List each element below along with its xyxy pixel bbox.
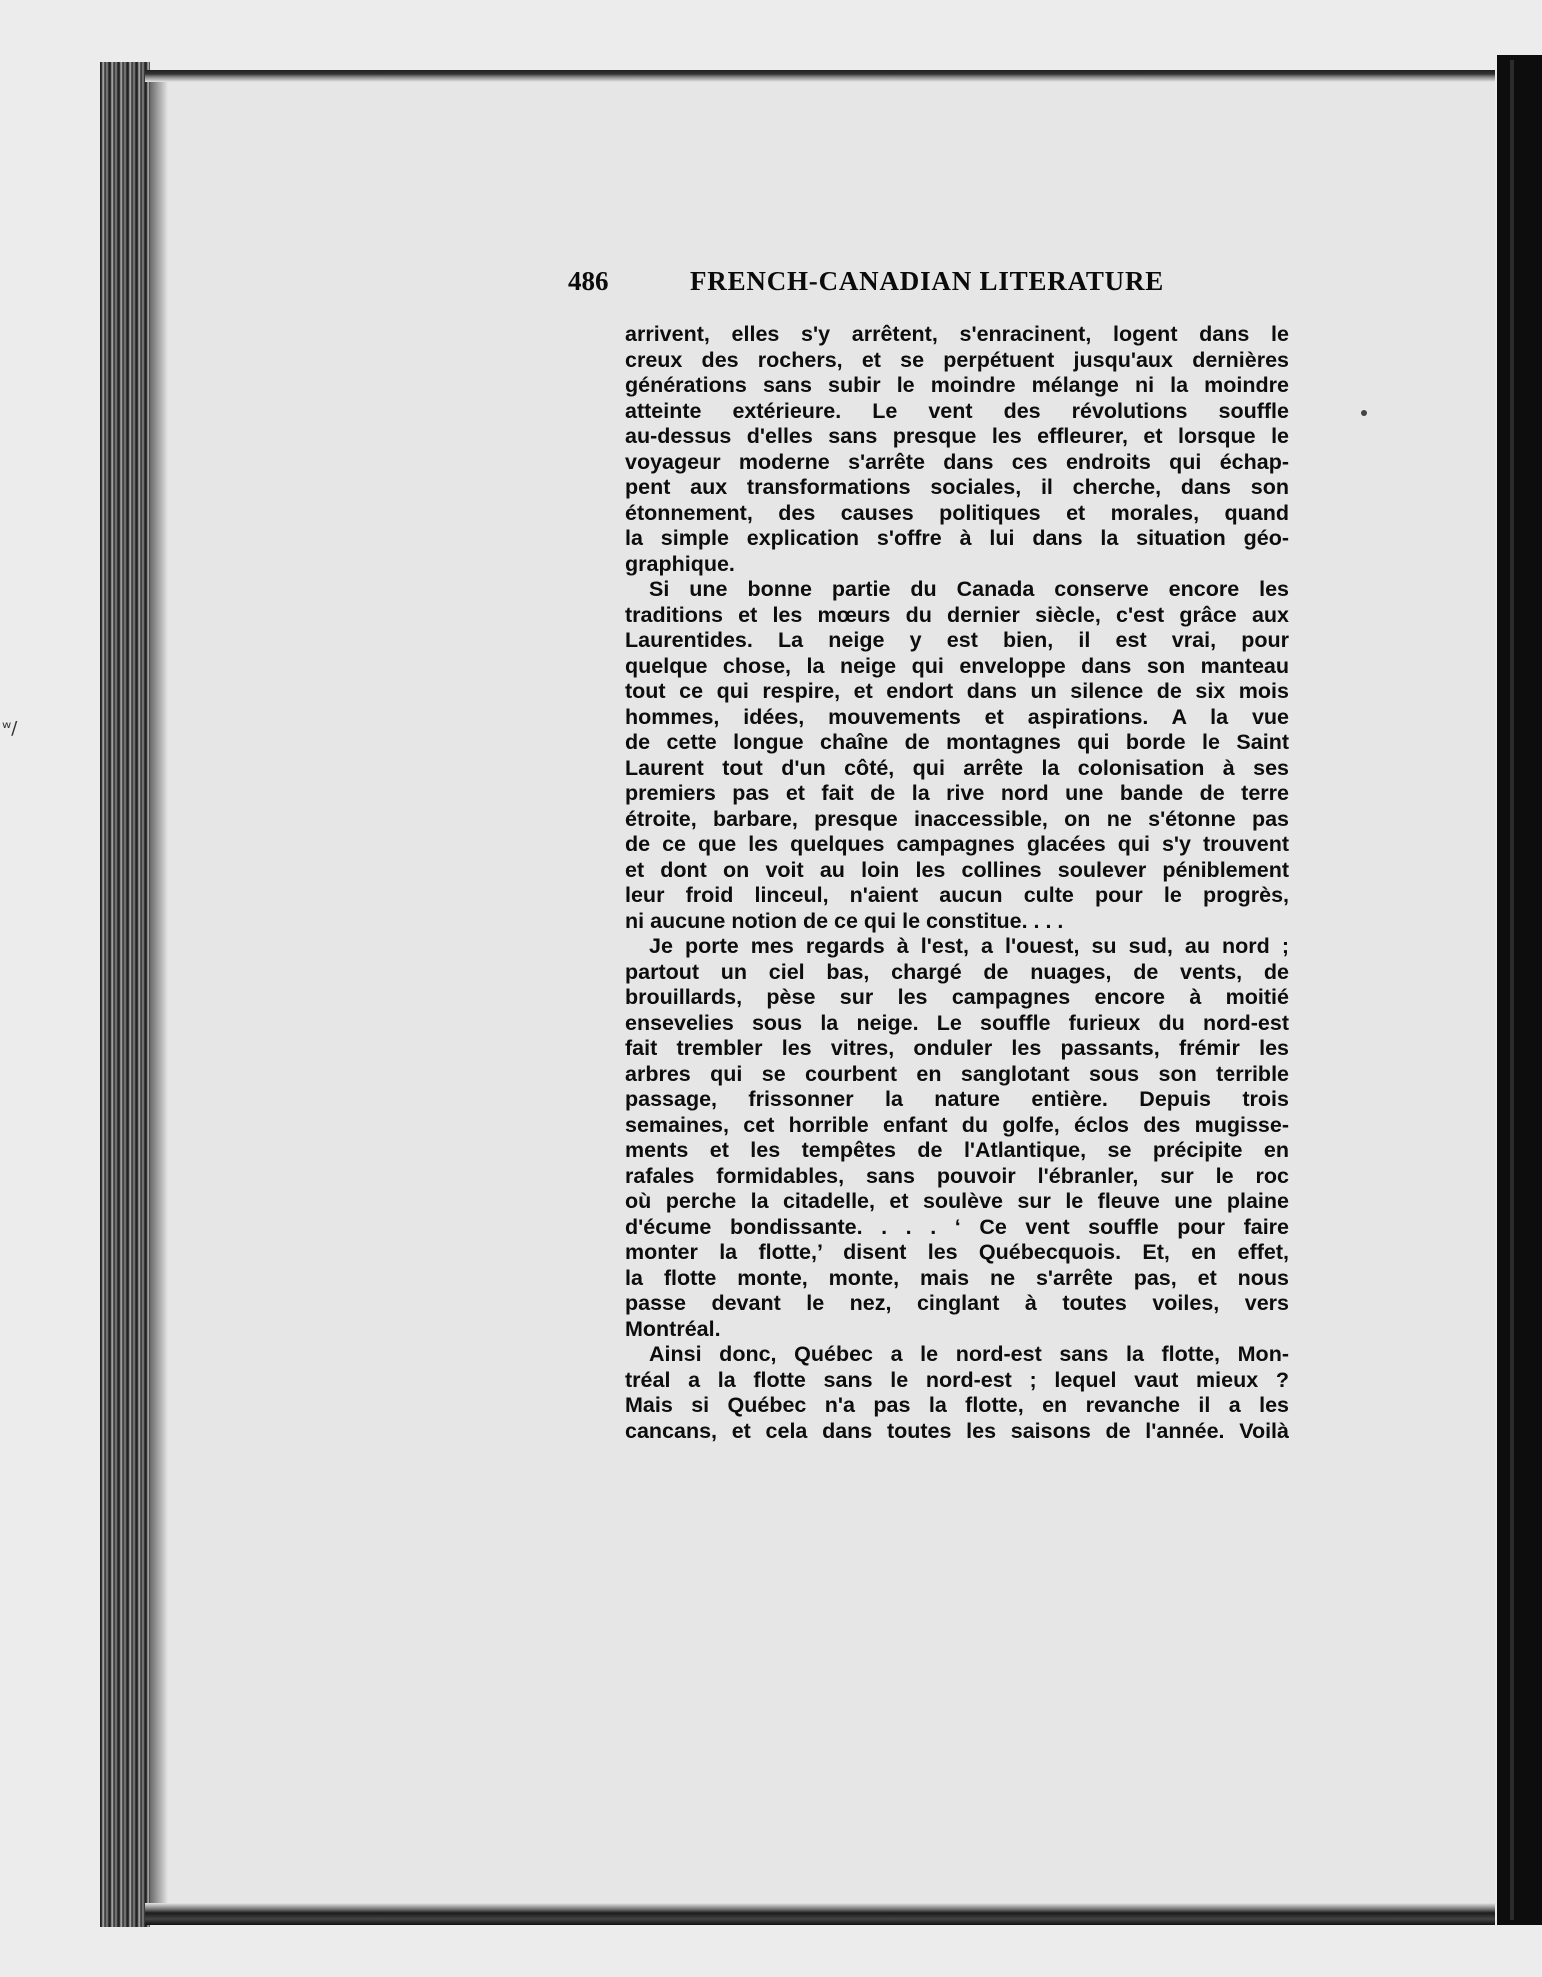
gutter-line xyxy=(1510,60,1514,1920)
body-text xyxy=(625,322,1289,1444)
text-line: et dont on voit au loin les collines soulever péniblement xyxy=(625,857,1289,882)
text-line: de ce que les quelques campagnes glacées qui s'y trouvent xyxy=(625,832,1289,856)
text-line: la simple explication s'offre à lui dans la situation géo- xyxy=(625,526,1289,550)
right-gutter xyxy=(1497,55,1542,1925)
bottom-page-border xyxy=(145,1903,1495,1925)
text-line: semaines, cet horrible enfant du golfe, éclos des mugisse- xyxy=(625,1112,1289,1137)
text-line: ensevelies sous la neige. Le souffle furieux du nord-est xyxy=(625,1010,1289,1035)
margin-dot xyxy=(1361,410,1367,416)
text-line: arbres qui se courbent en sanglotant sous son terrible xyxy=(625,1061,1289,1086)
text-line: fait trembler les vitres, onduler les passants, frémir les xyxy=(625,1036,1289,1060)
text-line: de cette longue chaîne de montagnes qui borde le Saint xyxy=(625,730,1289,754)
text-line: tréal a la flotte sans le nord-est ; lequel vaut mieux ? xyxy=(625,1367,1289,1392)
text-line: pent aux transformations sociales, il cherche, dans son xyxy=(625,475,1289,499)
text-line: ments et les tempêtes de l'Atlantique, se précipite en xyxy=(625,1138,1289,1162)
page-number: 486 xyxy=(568,266,609,296)
text-line: générations sans subir le moindre mélange ni la moindre xyxy=(625,373,1289,397)
text-line: étonnement, des causes politiques et morales, quand xyxy=(625,500,1289,525)
text-line: Laurent tout d'un côté, qui arrête la colonisation à ses xyxy=(625,755,1289,780)
text-line: passe devant le nez, cinglant à toutes voiles, vers xyxy=(625,1291,1289,1315)
text-line: atteinte extérieure. Le vent des révolutions souffle xyxy=(625,398,1289,423)
text-line: partout un ciel bas, chargé de nuages, de vents, de xyxy=(625,959,1289,984)
text-line: Montréal. xyxy=(625,1316,721,1341)
text-line: rafales formidables, sans pouvoir l'ébranler, sur le roc xyxy=(625,1163,1289,1188)
page-edge-shadow xyxy=(150,75,168,1920)
text-line: la flotte monte, monte, mais ne s'arrête pas, et nous xyxy=(625,1265,1289,1290)
text-line: d'écume bondissante. . . . ‘ Ce vent souffle pour faire xyxy=(625,1214,1289,1239)
page-header xyxy=(568,266,1288,306)
text-line: passage, frissonner la nature entière. Depuis trois xyxy=(625,1087,1289,1111)
text-line: premiers pas et fait de la rive nord une bande de terre xyxy=(625,781,1289,805)
text-line: au-dessus d'elles sans presque les effleurer, et lorsque le xyxy=(625,424,1289,448)
text-line: ni aucune notion de ce qui le constitue. . . . xyxy=(625,908,1064,933)
top-page-border xyxy=(145,70,1495,82)
text-line: tout ce qui respire, et endort dans un silence de six mois xyxy=(625,679,1289,703)
text-line: étroite, barbare, presque inaccessible, on ne s'étonne pas xyxy=(625,806,1289,831)
text-line: hommes, idées, mouvements et aspirations. A la vue xyxy=(625,704,1289,729)
text-line: Je porte mes regards à l'est, a l'ouest, su sud, au nord ; xyxy=(649,934,1289,958)
text-line: Si une bonne partie du Canada conserve encore les xyxy=(649,577,1289,601)
text-line: brouillards, pèse sur les campagnes encore à moitié xyxy=(625,985,1289,1009)
text-line: Laurentides. La neige y est bien, il est vrai, pour xyxy=(625,628,1289,652)
text-line: Mais si Québec n'a pas la flotte, en revanche il a les xyxy=(625,1393,1289,1417)
text-line: traditions et les mœurs du dernier siècle, c'est grâce aux xyxy=(625,602,1289,627)
text-line: leur froid linceul, n'aient aucun culte pour le progrès, xyxy=(625,883,1289,907)
running-head: FRENCH-CANADIAN LITERATURE xyxy=(690,266,1165,296)
text-line: où perche la citadelle, et soulève sur le fleuve une plaine xyxy=(625,1189,1289,1213)
text-line: creux des rochers, et se perpétuent jusqu'aux dernières xyxy=(625,347,1289,372)
text-line: Ainsi donc, Québec a le nord-est sans la flotte, Mon- xyxy=(649,1342,1289,1366)
text-line: quelque chose, la neige qui enveloppe dans son manteau xyxy=(625,653,1289,678)
text-line: voyageur moderne s'arrête dans ces endroits qui échap- xyxy=(625,449,1289,474)
margin-mark: ʷ/ xyxy=(2,718,18,739)
text-line: graphique. xyxy=(625,551,735,576)
text-line: monter la flotte,’ disent les Québecquois. Et, en effet, xyxy=(625,1240,1289,1264)
text-line: cancans, et cela dans toutes les saisons de l'année. Voilà xyxy=(625,1418,1289,1443)
page-edge-stack xyxy=(100,62,150,1927)
text-line: arrivent, elles s'y arrêtent, s'enracinent, logent dans le xyxy=(625,322,1289,346)
